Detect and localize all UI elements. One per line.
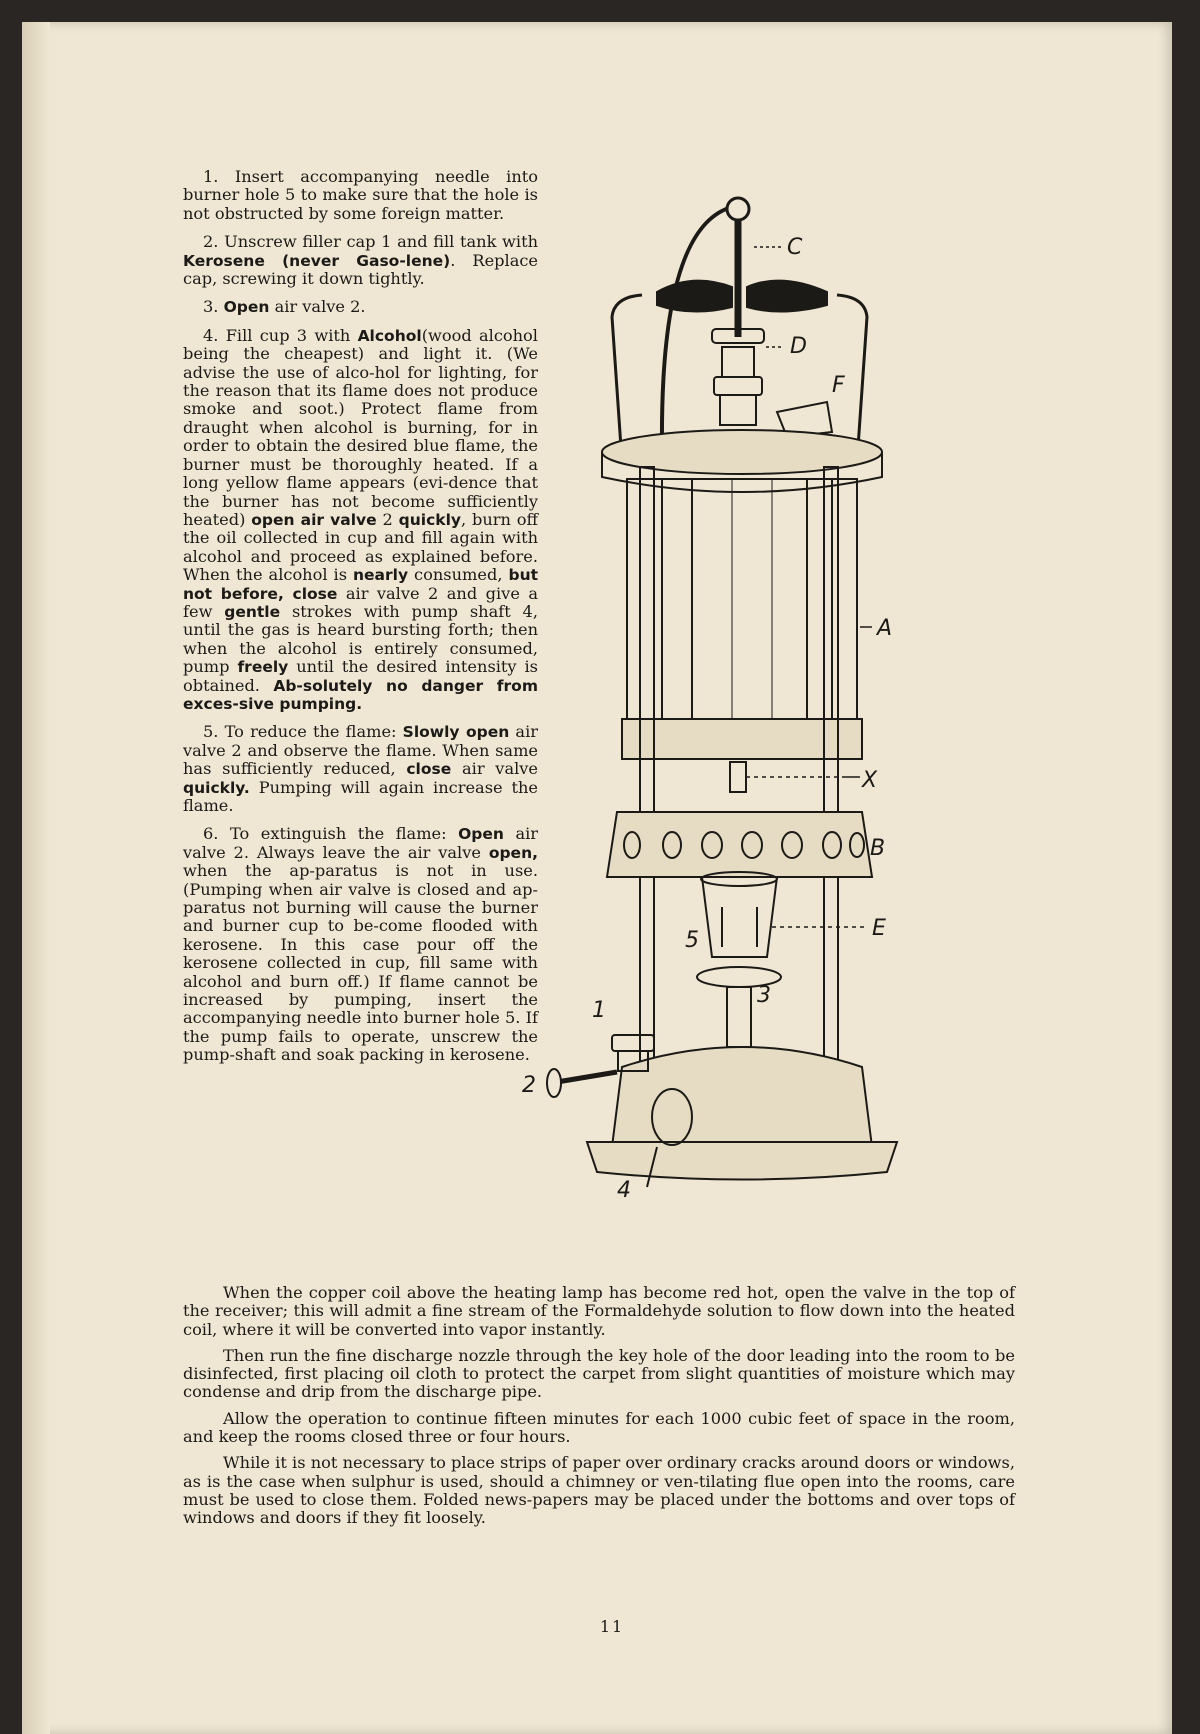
instruction-paragraph	[183, 233, 538, 288]
text-run: 1. Insert accompanying needle into burner hole 5 to make sure that the hole is not obstructed by some foreign matter.	[183, 167, 538, 223]
text-run: until the desired intensity is obtained.	[183, 657, 538, 695]
text-run: 3.	[203, 297, 224, 317]
heater-drawing	[522, 187, 987, 1297]
book-page	[22, 22, 1172, 1734]
label-a: A	[877, 616, 893, 641]
text-run: air valve 2 and give a few	[183, 583, 538, 621]
bold-text: close	[406, 760, 452, 779]
label-2: 2	[522, 1073, 536, 1098]
instruction-paragraph	[183, 327, 538, 714]
text-run: 2. Unscrew filler cap 1 and fill tank with	[203, 232, 538, 252]
text-run: , burn off the oil collected in cup and fill again with alcohol and proceed as explained before. When the alcohol is	[183, 509, 538, 585]
text-run: when the ap-paratus is not in use. (Pumping when air valve is closed and ap-paratus not burning will cause the burner and burner cup to be-come flooded with kerosene. In this case pour off the kerosene collected in cup, fill same with alcohol and burn off.) If flame cannot be increased by pumping, insert the accompanying needle into burner hole 5. If the pump fails to operate, unscrew the pump-shaft and soak packing in kerosene.	[183, 861, 538, 1065]
text-run: (wood alcohol being the cheapest) and light it. (We advise the use of alco-hol for lighting, for the reason that its flame does not produce smoke and soot.) Protect flame from draught when alcohol is burning, for in order to obtain the desired blue flame, the burner must be thoroughly heated. If a long yellow flame appears (evi-dence that the burner has not become sufficiently heated)	[183, 325, 538, 529]
heater-illustration	[522, 187, 987, 1297]
bold-text: Open	[458, 825, 504, 844]
text-run: air valve 2.	[269, 297, 366, 317]
bold-text: but not before, close	[183, 566, 539, 603]
bold-text: quickly.	[183, 778, 250, 797]
label-e: E	[872, 916, 886, 941]
bold-text: freely	[237, 658, 289, 677]
instruction-paragraph	[183, 298, 538, 316]
label-x: X	[862, 768, 878, 793]
bottom-text-block	[183, 1284, 1015, 1536]
label-c: C	[787, 235, 803, 260]
page-number: 11	[599, 1617, 625, 1636]
label-5: 5	[685, 928, 699, 953]
text-run: 6. To extinguish the flame:	[203, 824, 459, 844]
bold-text: open,	[488, 843, 538, 862]
label-1: 1	[592, 998, 606, 1023]
bold-text: Alcohol	[357, 326, 422, 345]
bold-text: Kerosene (never Gaso-lene)	[183, 251, 451, 270]
text-run: strokes with pump shaft 4, until the gas is heard bursting forth; then when the alcohol is entirely consumed, pump	[183, 601, 538, 677]
label-b: B	[870, 836, 886, 861]
body-paragraph: When the copper coil above the heating lamp has become red hot, open the valve in the top of the receiver; this will admit a fine stream of the Formaldehyde solution to flow down into the heated coil, where it will be converted into vapor instantly.	[183, 1283, 1015, 1339]
text-run: . Replace cap, screwing it down tightly.	[183, 250, 538, 289]
bold-text: Open	[223, 298, 270, 317]
bold-text: nearly	[353, 566, 409, 585]
bold-text: Slowly open	[402, 723, 510, 742]
label-4: 4	[617, 1178, 631, 1203]
page-spine-shadow	[22, 22, 50, 1734]
text-run: 5. To reduce the flame:	[203, 722, 403, 742]
text-run: air valve	[451, 759, 538, 779]
text-run: air valve 2. Always leave the air valve	[183, 824, 539, 862]
text-run: 4. Fill cup 3 with	[203, 325, 358, 345]
text-run: consumed,	[408, 565, 509, 585]
body-paragraph: Then run the fine discharge nozzle through the key hole of the door leading into the room to be disinfected, first placing oil cloth to protect the carpet from slight quantities of moisture which may condense and drip from the discharge pipe.	[183, 1345, 1015, 1402]
text-run: air valve 2 and observe the flame. When same has sufficiently reduced,	[183, 722, 538, 779]
body-paragraph: While it is not necessary to place strips of paper over ordinary cracks around doors or windows, as is the case when sulphur is used, should a chimney or ven-tilating flue open into the rooms, care must be used to close them. Folded news-papers may be placed under the bottoms and over tops of windows and doors if they fit loosely.	[183, 1453, 1015, 1528]
bold-text: quickly	[398, 510, 461, 529]
instructions-column	[183, 168, 538, 1075]
bold-text: gentle	[224, 602, 281, 621]
label-3: 3	[757, 983, 771, 1008]
label-d: D	[790, 334, 807, 359]
text-run: Pumping will again increase the flame.	[183, 777, 538, 815]
instruction-paragraph	[183, 168, 538, 223]
body-paragraph: Allow the operation to continue fifteen minutes for each 1000 cubic feet of space in the room, and keep the rooms closed three or four hours.	[183, 1408, 1015, 1447]
bold-text: Ab-solutely no danger from exces-sive pumping.	[183, 676, 538, 713]
instruction-paragraph	[183, 825, 538, 1064]
text-run: 2	[376, 509, 399, 529]
label-f: F	[832, 373, 845, 398]
bold-text: open air valve	[251, 510, 377, 529]
instruction-paragraph	[183, 723, 538, 815]
